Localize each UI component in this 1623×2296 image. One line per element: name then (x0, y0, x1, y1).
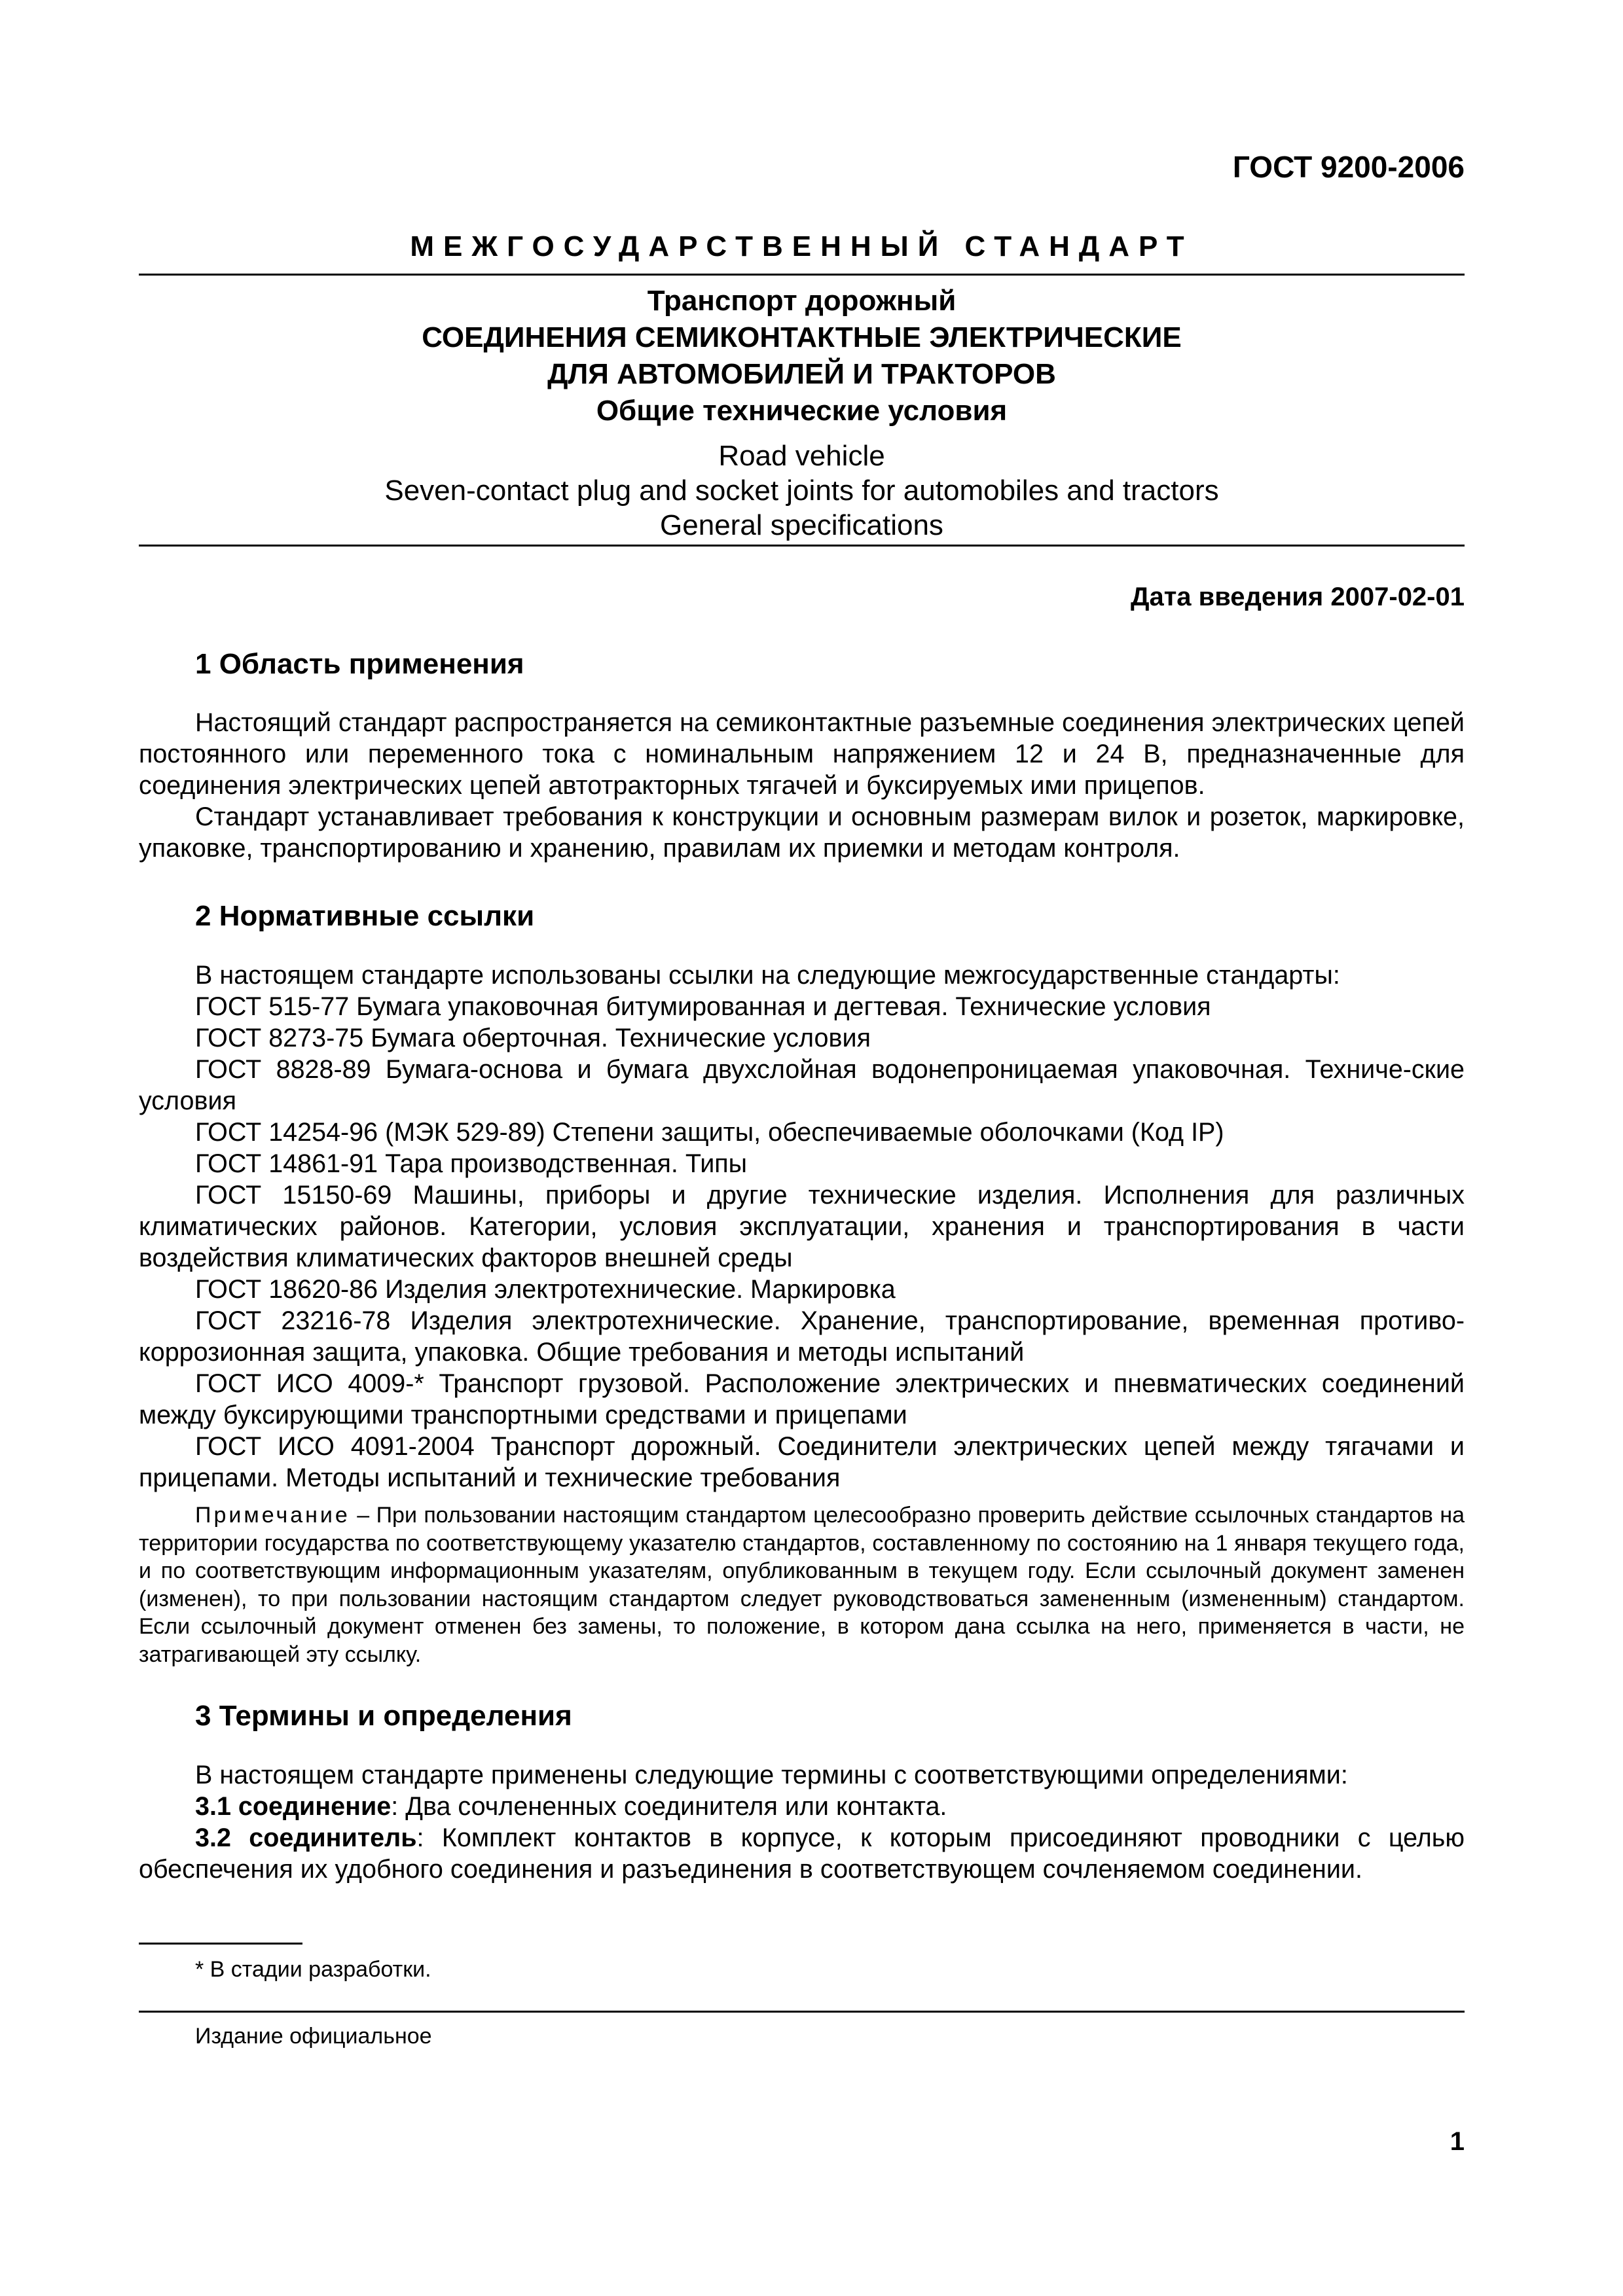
section-1-heading: 1 Область применения (195, 648, 524, 680)
title-en-line-1: Road vehicle (718, 440, 885, 472)
title-ru-line-3: ДЛЯ АВТОМОБИЛЕЙ И ТРАКТОРОВ (547, 358, 1056, 390)
reference-item: ГОСТ 14861-91 Тара производственная. Типы (195, 1149, 748, 1178)
footnote: * В стадии разработки. (195, 1957, 431, 1982)
title-ru-line-4: Общие технические условия (596, 395, 1008, 427)
section-2-body (139, 960, 1465, 1494)
section-3-heading: 3 Термины и определения (195, 1700, 572, 1732)
paragraph: Стандарт устанавливает требования к конструкции и основным размерам вилок и розеток, маркировке, упаковке, транспортированию и хранению, правилам их приемки и методам контроля. (139, 802, 1465, 863)
note-block (139, 1501, 1465, 1668)
reference-item: ГОСТ 15150-69 Машины, приборы и другие технические изделия. Исполнения для различных климатических районов. Категории, условия эксплуатации, хранения и транспортирования в части воздействия климатических факторов внешней среды (139, 1181, 1465, 1272)
introduction-date: Дата введения 2007-02-01 (1130, 583, 1465, 611)
note-text: – При пользовании настоящим стандартом целесообразно проверить действие ссылочных стандартов на территории государства по соответствующему указателю стандартов, составленному по состоянию на 1 января текущего года, и по соответствующим информационным указателям, опубликованным в текущем году. Если ссылочный документ заменен (изменен), то при пользовании настоящим стандартом следует руководствоваться замененным (измененным) стандартом. Если ссылочный документ отменен без замены, то положение, в котором дана ссылка на него, применяется в части, не затрагивающей эту ссылку. (139, 1503, 1465, 1667)
footer-rule (139, 2011, 1465, 2013)
term-text: : Два сочлененных соединителя или контакта. (391, 1792, 947, 1821)
term-definition (139, 1822, 1465, 1885)
term-label: 3.2 соединитель (195, 1823, 417, 1852)
section-1-body (139, 707, 1465, 864)
reference-item: ГОСТ 23216-78 Изделия электротехнические. Хранение, транспортирование, временная противо-коррозионная защита, упаковка. Общие требования и методы испытаний (139, 1306, 1465, 1367)
paragraph: В настоящем стандарте использованы ссылки на следующие межгосударственные стандарты: (195, 961, 1340, 990)
reference-item: ГОСТ ИСО 4091-2004 Транспорт дорожный. Соединители электрических цепей между тягачами и прицепами. Методы испытаний и технические требования (139, 1432, 1465, 1492)
reference-item: ГОСТ 8828-89 Бумага-основа и бумага двухслойная водонепроницаемая упаковочная. Техниче-ские условия (139, 1055, 1465, 1115)
paragraph: В настоящем стандарте применены следующие термины с соответствующими определениями: (195, 1761, 1348, 1789)
official-edition-label: Издание официальное (195, 2024, 432, 2049)
reference-item: ГОСТ 515-77 Бумага упаковочная битумированная и дегтевая. Технические условия (195, 992, 1211, 1021)
footnote-rule (139, 1943, 302, 1945)
interstate-standard-label: МЕЖГОСУДАРСТВЕННЫЙ СТАНДАРТ (410, 230, 1194, 262)
reference-item: ГОСТ 8273-75 Бумага оберточная. Технические условия (195, 1024, 871, 1052)
reference-item: ГОСТ 14254-96 (МЭК 529-89) Степени защиты, обеспечиваемые оболочками (Код IP) (195, 1118, 1224, 1147)
reference-item: ГОСТ ИСО 4009-* Транспорт грузовой. Расположение электрических и пневматических соединений между буксирующими транспортными средствами и прицепами (139, 1369, 1465, 1429)
term-text: : Комплект контактов в корпусе, к которым присоединяют проводники с целью обеспечения их удобного соединения и разъединения в соответствующем сочленяемом соединении. (139, 1823, 1465, 1884)
title-en (139, 439, 1465, 543)
term-definition (139, 1791, 1465, 1822)
paragraph: Настоящий стандарт распространяется на семиконтактные разъемные соединения электрических цепей постоянного или переменного тока с номинальным напряжением 12 и 24 В, предназначенные для соединения электрических цепей автотракторных тягачей и буксируемых ими прицепов. (139, 708, 1465, 800)
term-label: 3.1 соединение (195, 1792, 392, 1821)
title-ru-line-2: СОЕДИНЕНИЯ СЕМИКОНТАКТНЫЕ ЭЛЕКТРИЧЕСКИЕ (422, 321, 1182, 353)
document-number: ГОСТ 9200-2006 (1232, 150, 1465, 184)
section-2-heading: 2 Нормативные ссылки (195, 900, 535, 932)
reference-item: ГОСТ 18620-86 Изделия электротехнические. Маркировка (195, 1275, 896, 1304)
page-number: 1 (1450, 2127, 1465, 2156)
section-3-body (139, 1759, 1465, 1885)
title-block (139, 283, 1465, 543)
title-en-line-3: General specifications (660, 509, 943, 541)
title-ru-line-1: Транспорт дорожный (647, 285, 957, 317)
note-label: Примечание (195, 1503, 350, 1528)
title-top-rule (139, 274, 1465, 276)
title-en-line-2: Seven-contact plug and socket joints for automobiles and tractors (384, 475, 1219, 507)
title-bottom-rule (139, 545, 1465, 547)
